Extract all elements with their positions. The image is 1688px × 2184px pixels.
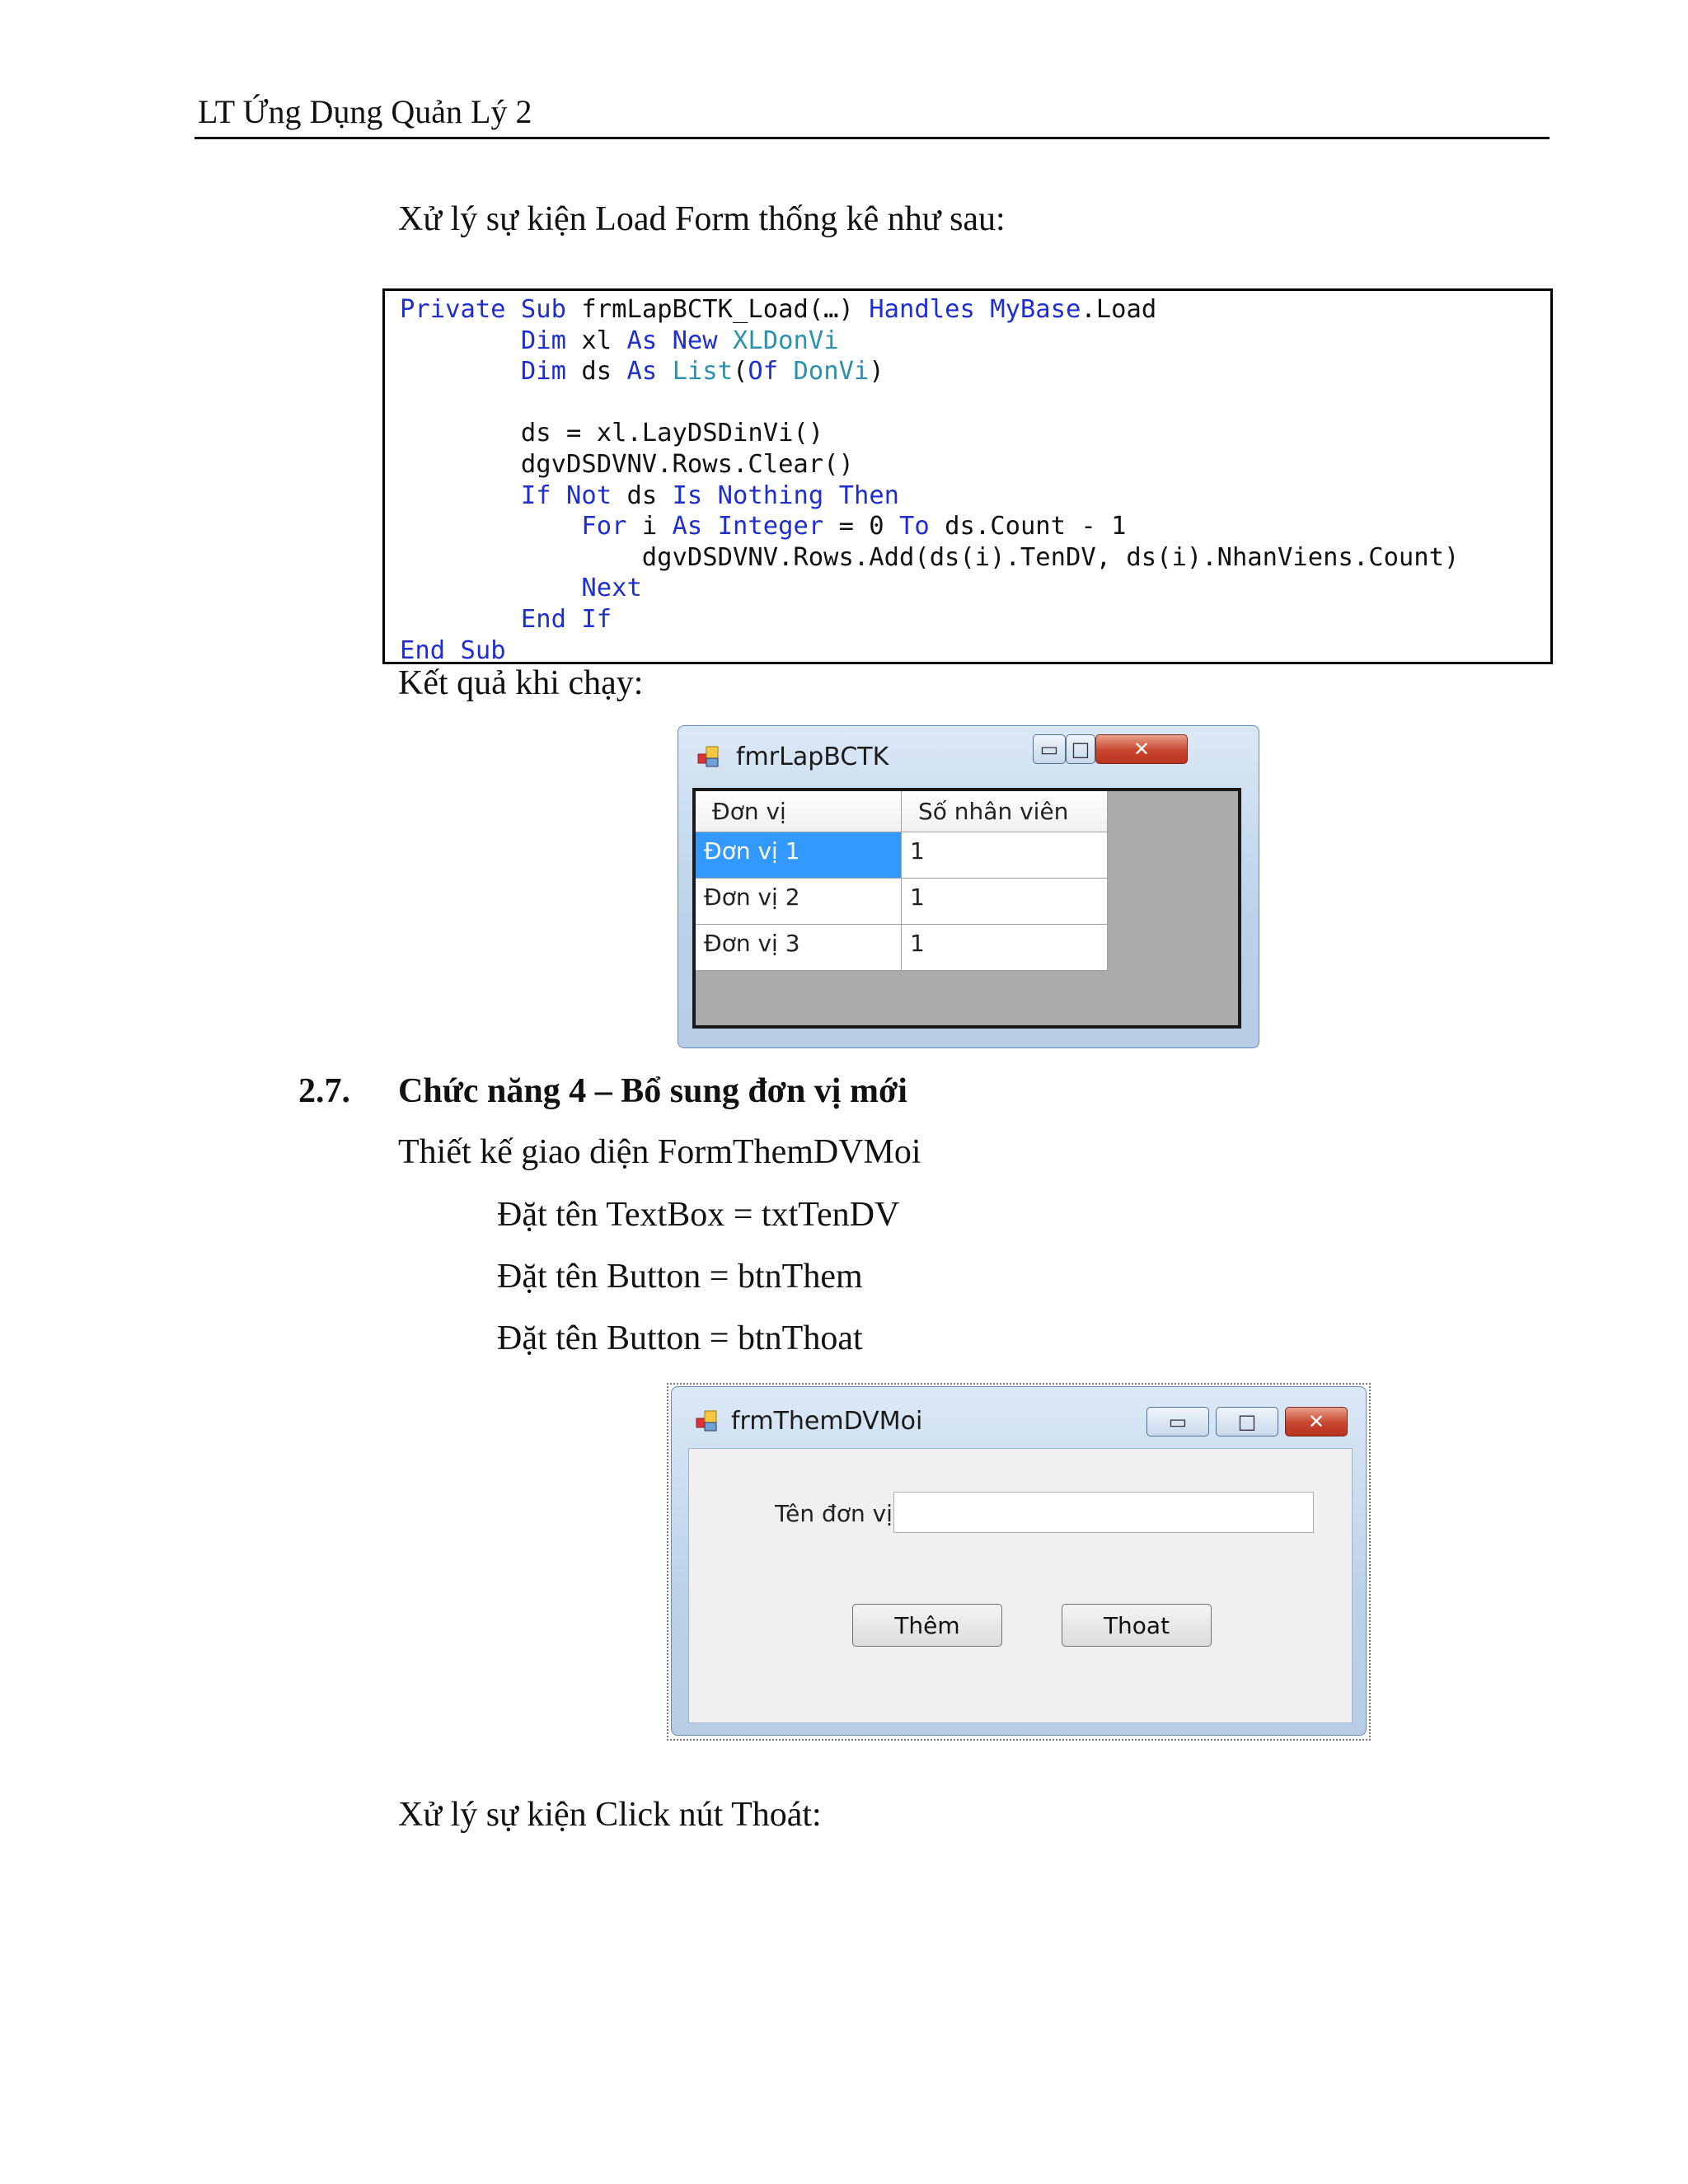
data-grid-view[interactable] [692,788,1241,1029]
grid-cell[interactable]: Đơn vị 2 [696,879,902,925]
window-title: fmrLapBCTK [736,743,889,771]
window-title: frmThemDVMoi [731,1407,923,1436]
grid-cell[interactable]: Đơn vị 1 [696,832,902,879]
bullet-item: Đặt tên Button = btnThoat [497,1319,863,1357]
footer-paragraph: Xử lý sự kiện Click nút Thoát: [398,1796,822,1834]
them-button[interactable]: Thêm [852,1604,1002,1647]
section-number: 2.7. [298,1072,350,1110]
bullet-item: Đặt tên Button = btnThem [497,1258,863,1296]
section-title: Chức năng 4 – Bổ sung đơn vị mới [398,1072,907,1110]
column-header-so-nhan-vien[interactable]: Số nhân viên [902,791,1108,832]
window-frmthemdvmoi [671,1386,1367,1736]
grid-cell[interactable]: 1 [902,925,1108,971]
ten-don-vi-input[interactable] [893,1492,1314,1533]
bullet-item: Đặt tên TextBox = txtTenDV [497,1196,900,1234]
code-listing: Private Sub frmLapBCTK_Load(…) Handles MyBase.Load Dim xl As New XLDonVi Dim ds As List(Of DonVi) ds = xl.LayDSDinVi() dgvDSDVNV.Rows.Clear() If Not ds Is Nothing Then For i As Integer = 0 To ds.Count - 1 dgvDSDVNV.Rows.Add(ds(i).TenDV, ds(i).NhanViens.Count) Next End If End Sub [400,295,1460,665]
result-paragraph: Kết quả khi chạy: [398,664,644,702]
page-header-title: LT Ứng Dụng Quản Lý 2 [198,93,532,130]
app-form-icon [696,744,721,769]
grid-cell[interactable]: 1 [902,879,1108,925]
app-form-icon [695,1408,720,1433]
grid-cell[interactable]: 1 [902,832,1108,879]
form-client-area [688,1448,1353,1723]
column-header-don-vi[interactable]: Đơn vị [696,791,902,832]
minimize-button[interactable]: ▭ [1146,1407,1209,1436]
maximize-button[interactable]: □ [1216,1407,1278,1436]
intro-paragraph: Xử lý sự kiện Load Form thống kê như sau: [398,200,1006,238]
thoat-button[interactable]: Thoat [1062,1604,1212,1647]
code-block [382,288,1553,664]
minimize-button[interactable]: ▭ [1033,734,1066,764]
close-button[interactable]: ✕ [1095,734,1188,764]
ten-don-vi-label: Tên đơn vị [775,1500,893,1527]
maximize-button[interactable]: □ [1066,734,1095,764]
close-button[interactable]: ✕ [1285,1407,1348,1436]
grid-cell[interactable]: Đơn vị 3 [696,925,902,971]
header-rule [195,137,1550,139]
design-paragraph: Thiết kế giao diện FormThemDVMoi [398,1133,921,1171]
